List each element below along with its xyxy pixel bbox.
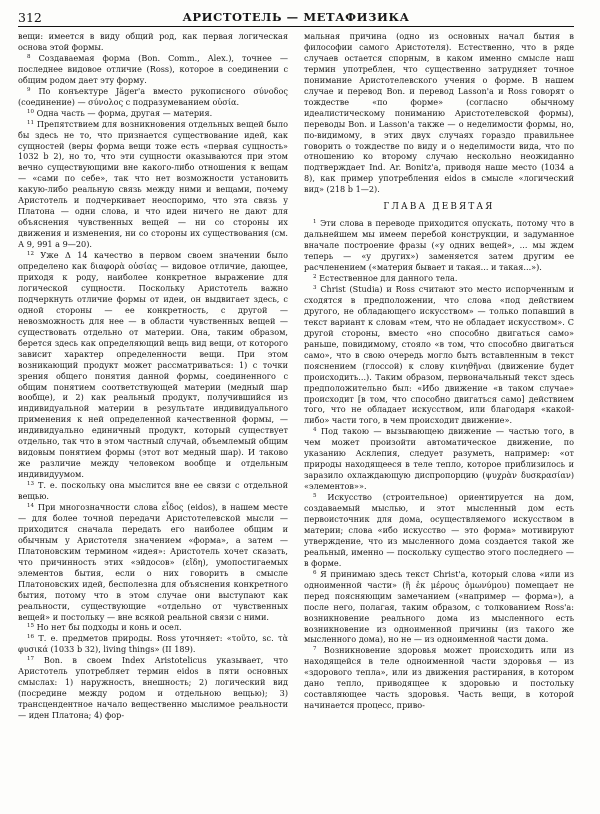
footnote-text: Препятствием для возникновения отдельных вещей было бы здесь не то, что признается существование идей, как сущностей (веры форма вещи тоже есть «первая сущность» 1032 b 2), но то, что эти сущности оказываются при этом вечно существующими вне какого-либо отношения к вещам — «сами по себе», так что нет возможности установить какую-либо реальную связь между ними и вещами, почему Аристотель и подчеркивает неоспоримо, что эта связь у Платона — одни слова, и что идеи ничего не дают для объяснения чувственных вещей — ни со стороны их движения и изменения, ни со стороны их существования (см. А 9, 991 a 9—20). — [18, 118, 288, 250]
footnote — [304, 645, 574, 711]
footnote — [18, 86, 288, 108]
footnote-text: Естественное для данного тела. — [319, 273, 458, 284]
footnote — [18, 480, 288, 502]
footnote-number: 13 — [27, 481, 34, 488]
footnote-number: 3 — [313, 284, 317, 291]
footnote-number: 11 — [27, 119, 34, 126]
footnote-number: 7 — [313, 646, 317, 653]
footnote — [304, 284, 574, 426]
footnote-text: Под такою — вызывающею движение — частью того, в чем может произойти автоматическое движение, по указанию Асклепия, следует разуметь, например: «от природы находящееся в теле тепло, которое приблизилось и заразило охлаждающую диспропорцию (ψυχρὰν δυσκρασίαν) «элементов»». — [304, 426, 574, 492]
footnote-text: Эти слова в переводе приходится опускать, потому что в дальнейшем мы имеем перебой конструкции, и задуманное вначале построение фразы («у одних вещей», ... мы ждем теперь — «у других») заменяется затем другим ее расчленением («материя бывает и такая... и такая...»). — [304, 218, 574, 273]
footnote-number: 14 — [27, 502, 34, 509]
footnote — [18, 633, 288, 655]
footnote-text: Т. е. предметов природы. Ross уточняет: «τοῦτο, sc. τὰ φυσικά (1033 b 32), living things» (II 189). — [18, 633, 288, 655]
footnote-number: 12 — [27, 251, 34, 258]
footnote-number: 6 — [313, 569, 317, 576]
left-column — [18, 31, 288, 721]
footnote — [304, 569, 574, 646]
footnote-text: Возникновение здоровья может происходить или из находящейся в теле одноименной части здоровья — из «здорового тепла», или из движения растирания, в котором дано тепло, приводящее к здоровью и постольку составляющее часть здоровья. Часть вещи, в которой начинается процесс, приво- — [304, 645, 574, 711]
footnote-number: 8 — [27, 53, 31, 60]
footnote — [18, 108, 288, 119]
footnote — [304, 492, 574, 569]
footnote-number: 17 — [27, 656, 34, 663]
footnote-number: 2 — [313, 274, 317, 281]
footnote — [18, 250, 288, 480]
footnote-text: Искусство (строительное) ориентируется на дом, создаваемый мыслью, и этот мысленный дом есть первоисточник для дома, осуществляемого искусством в материи; слова «ибо искусство — это форма» мотивируют утверждение, что из мысленного дома создается такой же реальный, именно — поскольку существо этого последнего — в форме. — [304, 492, 574, 568]
footnote-number: 4 — [313, 427, 317, 434]
footnote-text: Bon. в своем Index Aristotelicus указывает, что Аристотель употребляет термин eidos в пяти основных смыслах: 1) наружность, внешность; 2) логический вид (посредине между родом и отдельною вещью); 3) трансцендентное начало вещественно мыслимое реальности — иден Платона; 4) фор- — [18, 655, 288, 721]
right-column — [304, 31, 574, 721]
footnote-number: 1 — [313, 219, 317, 226]
two-column-body — [18, 31, 574, 721]
footnote-text: Создаваемая форма (Bon. Comm., Alex.), точнее — последнее видовое отличие (Ross), которое в соединении с общим родом дает эту форму. — [18, 52, 289, 85]
footnote — [18, 622, 288, 633]
footnote-text: По конъектуре Jäger'a вместо рукописного σύνοδος (соединение) — σύνολος с подразумеванием οὐσία. — [18, 85, 288, 107]
footnote — [18, 119, 288, 250]
footnote — [18, 53, 288, 86]
footnote-text: Одна часть — форма, другая — материя. — [36, 107, 213, 118]
footnote-text: Т. е. поскольку она мыслится вне ее связи с отдельной вещью. — [18, 480, 288, 502]
footnote-text: При многозначности слова εἶδος (eidos), в нашем месте — для более точной передачи Аристотелевской мысли — приходится сначала передать его наиболее общим и обычным у Аристотеля значением «форма», а затем — Платоновским термином «идея»: Аристотель хочет сказать, что причинность этих «эйдосов» (εἴδη), умопостигаемых элементов бытия, если о них говорить в смысле Платоновских идей, бесполезна для объяснения конкретного бытия, потому что в этом случае они выступают как реальности, существующие «отдельно от чувственных вещей» и постольку — вне всякой реальной связи с ними. — [18, 501, 288, 622]
footnote — [304, 273, 574, 284]
chapter-title: ГЛАВА ДЕВЯТАЯ — [383, 202, 495, 213]
footnote — [18, 655, 288, 721]
right-column-top — [304, 31, 574, 195]
running-title: АРИСТОТЕЛЬ — МЕТАФИЗИКА — [182, 10, 410, 24]
footnote-number: 10 — [27, 108, 34, 115]
footnote — [304, 31, 574, 195]
footnote — [18, 31, 288, 53]
footnote-text: Я принимаю здесь текст Christ'а, который слова «или из одноименной части» (ἢ ἐκ μέρους ὁμωνύμου) помещает не перед поясняющим замечанием («например — форма»), а после него, полагая, таким образом, с толкованием Ross'а: возникновение реального дома из мысленного есть возникновение из одноименной причины (из такого же мысленного дома), но не — из одноименной части дома. — [304, 568, 574, 645]
page-header — [18, 8, 574, 27]
footnote — [304, 426, 574, 492]
page-number: 312 — [18, 10, 42, 25]
footnote-number: 9 — [27, 86, 31, 93]
footnote-number: 15 — [27, 623, 34, 630]
right-column-notes — [304, 218, 574, 711]
footnote-text: мальная причина (одно из основных начал бытия в философии самого Аристотеля). Естественно, что в ряде случаев остается спорным, в каком именно смысле наш термин употреблен, что существенно затрудняет точное понимание Аристотелевского учения о форме. В нашем случае и перевод Bon. и перевод Lasson'а и Ross говорят о тождестве «по форме» (согласно обычному идеалистическому пониманию Аристотелевской формы), переводы Bon. и Lasson'а также — о неделимости формы, но, по-видимому, в этих двух случаях гораздо правильнее говорить о тождестве по виду и о неделимости вида, что по отношению ко второму случаю нескольно неожиданно подтверждает Ind. Ar. Bonitz'а, приводя наше место (1034 a 8), как пример употребления eidos в смысле «логический вид» (218 b 1—2). — [304, 31, 574, 195]
footnote — [304, 218, 574, 273]
footnote — [18, 502, 288, 622]
footnote-number: 5 — [313, 493, 317, 500]
footnote-text: Уже Δ 14 качество в первом своем значении было определено как διαφορὰ οὐσίας — видовое отличие, дающее, приходя к роду, наиболее конкретное выражение для логической сущности. Поскольку Аристотель важно подчеркнуть отличие формы от идеи, он выдвигает здесь, с одной стороны — ее конкретность, с другой — невозможность для нее — в области чувственных вещей — существовать отдельно от материи. Она, таким образом, берется здесь как определяющий вещь вид вещи, от которого зависит характер определенности вещи. При этом возникающий продукт может рассматриваться: 1) с точки зрения общего понятия данной формы, соединенного с общим понятием соответствующей материи (медный шар вообще), и 2) как реальный продукт, получившийся из индивидуальной материи в результате индивидуального применения к ней определенной качественной формы, — индивидуально единичный продукт, который существует отдельно, так что в этом частный случай, объемлемый общим видовым понятием формы (этот вот медный шар). И таково же различие между человеком вообще и отдельным индивидуумом. — [18, 250, 288, 480]
footnote-text: вещи: имеется в виду общий род, как первая логическая основа этой формы. — [18, 31, 288, 52]
footnote-text: Но нет бы подходы и конь и осел. — [36, 622, 182, 633]
footnote-text: Christ (Studia) и Ross считают это место испорченным и сходятся в предположении, что слова «под действием другого, не обладающего искусством» — только попавший в текст вариант к словам «тем, что не обладает искусством». С другой стороны, вместо «но способно двигаться само» раньше, повидимому, стояло «в том, что способно двигаться само», что в свою очередь могло быть вставленным в текст пояснением (глоссой) к слову κινηθῆναι (движение будет происходить...). Таким образом, первоначальный текст здесь предположительно был: «Ибо движение «в таком случае» происходит [в том, что способно двигаться само] действием того, что не обладает искусством, или благодаря «какой-либо» части того, в чем происходит движение». — [304, 283, 574, 426]
footnote-number: 16 — [27, 634, 34, 641]
